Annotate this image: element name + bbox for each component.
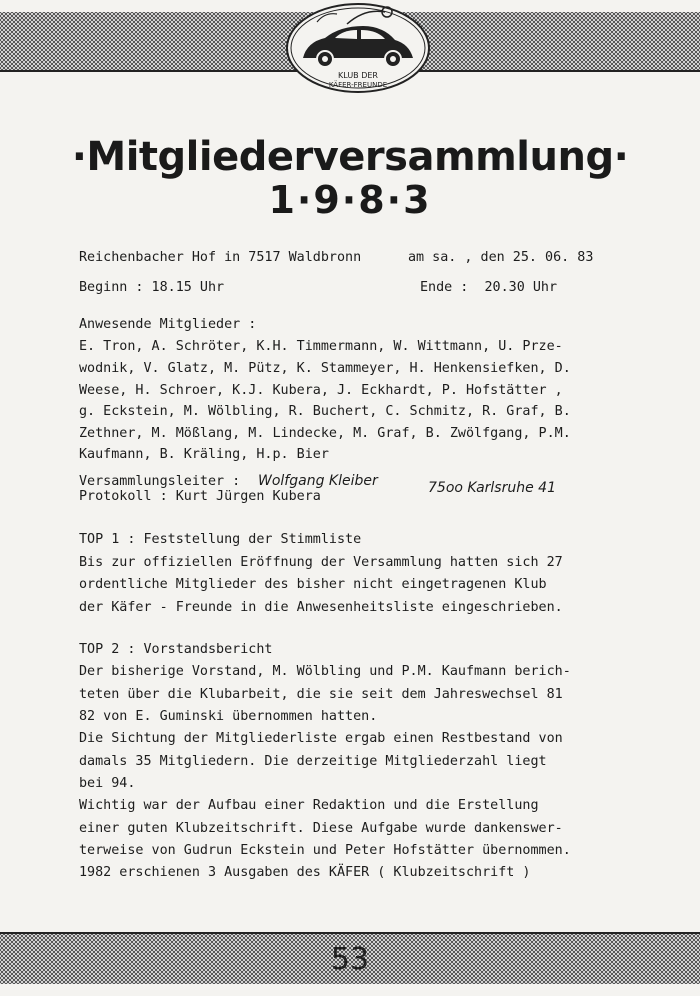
- top2-line: Die Sichtung der Mitgliederliste ergab einen Restbestand von: [79, 731, 563, 746]
- top1-heading: TOP 1 : Feststellung der Stimmliste: [79, 532, 362, 547]
- top2-line: Wichtig war der Aufbau einer Redaktion und die Erstellung: [79, 798, 539, 813]
- top1-line: Bis zur offiziellen Eröffnung der Versammlung hatten sich 27: [79, 555, 563, 570]
- attendees-heading: Anwesende Mitglieder :: [79, 317, 257, 332]
- page-year: 1·9·8·3: [268, 178, 432, 222]
- chair-address: 75oo Karlsruhe 41: [428, 480, 556, 496]
- meeting-date: am sa. , den 25. 06. 83: [408, 250, 594, 265]
- meeting-place: Reichenbacher Hof in 7517 Waldbronn: [79, 250, 362, 265]
- top1-line: ordentliche Mitglieder des bisher nicht eingetragenen Klub: [79, 577, 547, 592]
- meeting-end: Ende : 20.30 Uhr: [420, 280, 558, 295]
- attendee-line: wodnik, V. Glatz, M. Pütz, K. Stammeyer, H. Henkensiefken, D.: [79, 361, 571, 376]
- chair-label: Versammlungsleiter :: [79, 474, 241, 489]
- top2-heading: TOP 2 : Vorstandsbericht: [79, 642, 273, 657]
- logo-text-2: KÄFER-FREUNDE: [328, 81, 388, 89]
- chair-name: Wolfgang Kleiber: [258, 473, 378, 489]
- top2-line: einer guten Klubzeitschrift. Diese Aufgabe wurde dankenswer-: [79, 821, 563, 836]
- top2-line: 1982 erschienen 3 Ausgaben des KÄFER ( Klubzeitschrift ): [79, 865, 531, 880]
- top1-line: der Käfer - Freunde in die Anwesenheitsliste eingeschrieben.: [79, 600, 563, 615]
- attendee-line: Zethner, M. Mößlang, M. Lindecke, M. Graf, B. Zwölfgang, P.M.: [79, 426, 571, 441]
- top2-line: Der bisherige Vorstand, M. Wölbling und P.M. Kaufmann berich-: [79, 664, 571, 679]
- footer-divider: [0, 932, 700, 934]
- minutes-keeper: Protokoll : Kurt Jürgen Kubera: [79, 489, 321, 504]
- page-number: 53: [330, 942, 370, 977]
- club-logo: [285, 2, 431, 94]
- top2-line: teten über die Klubarbeit, die sie seit dem Jahreswechsel 81: [79, 687, 563, 702]
- attendee-line: Weese, H. Schroer, K.J. Kubera, J. Eckhardt, P. Hofstätter ,: [79, 383, 563, 398]
- top2-line: bei 94.: [79, 776, 136, 791]
- attendee-line: E. Tron, A. Schröter, K.H. Timmermann, W. Wittmann, U. Prze-: [79, 339, 563, 354]
- attendee-line: Kaufmann, B. Kräling, H.p. Bier: [79, 447, 329, 462]
- attendee-line: g. Eckstein, M. Wölbling, R. Buchert, C. Schmitz, R. Graf, B.: [79, 404, 571, 419]
- page-title: ·Mitgliederversammlung·: [71, 134, 629, 180]
- top2-line: 82 von E. Guminski übernommen hatten.: [79, 709, 378, 724]
- top2-line: damals 35 Mitgliedern. Die derzeitige Mitgliederzahl liegt: [79, 754, 547, 769]
- top2-line: terweise von Gudrun Eckstein und Peter Hofstätter übernommen.: [79, 843, 571, 858]
- meeting-begin: Beginn : 18.15 Uhr: [79, 280, 225, 295]
- logo-text-1: KLUB DER: [338, 71, 378, 80]
